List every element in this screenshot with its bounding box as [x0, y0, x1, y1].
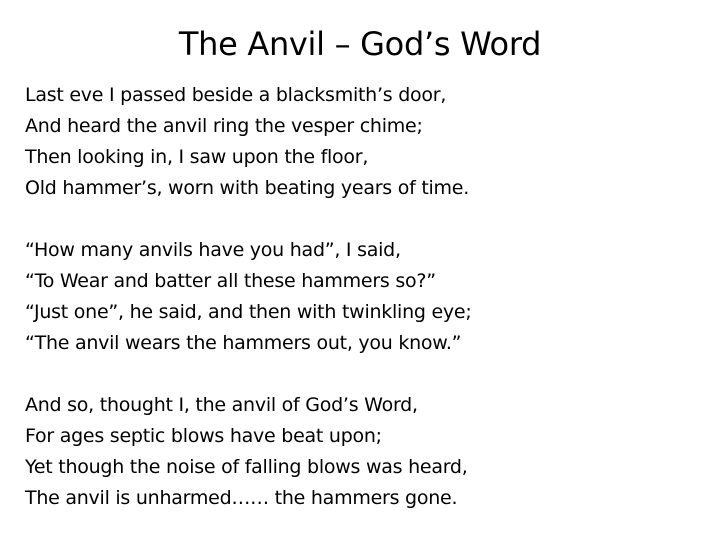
poem-line: “The anvil wears the hammers out, you know.” — [25, 332, 462, 354]
poem-line: And heard the anvil ring the vesper chime; — [25, 115, 423, 137]
stanza-2 — [25, 235, 705, 359]
poem-line: “Just one”, he said, and then with twinkling eye; — [25, 301, 472, 323]
poem-body — [25, 80, 705, 545]
poem-line: “How many anvils have you had”, I said, — [25, 239, 401, 261]
poem-line: And so, thought I, the anvil of God’s Word, — [25, 394, 418, 416]
stanza-3 — [25, 390, 705, 514]
stanza-1 — [25, 80, 705, 204]
poem-line: Old hammer’s, worn with beating years of time. — [25, 177, 470, 199]
poem-line: Yet though the noise of falling blows was heard, — [25, 456, 468, 478]
poem-line: “To Wear and batter all these hammers so?” — [25, 270, 436, 292]
poem-line: Last eve I passed beside a blacksmith’s door, — [25, 84, 447, 106]
poem-line: The anvil is unharmed…… the hammers gone. — [25, 487, 458, 509]
poem-line: Then looking in, I saw upon the floor, — [25, 146, 369, 168]
slide-title: The Anvil – God’s Word — [178, 25, 542, 63]
poem-line: For ages septic blows have beat upon; — [25, 425, 382, 447]
